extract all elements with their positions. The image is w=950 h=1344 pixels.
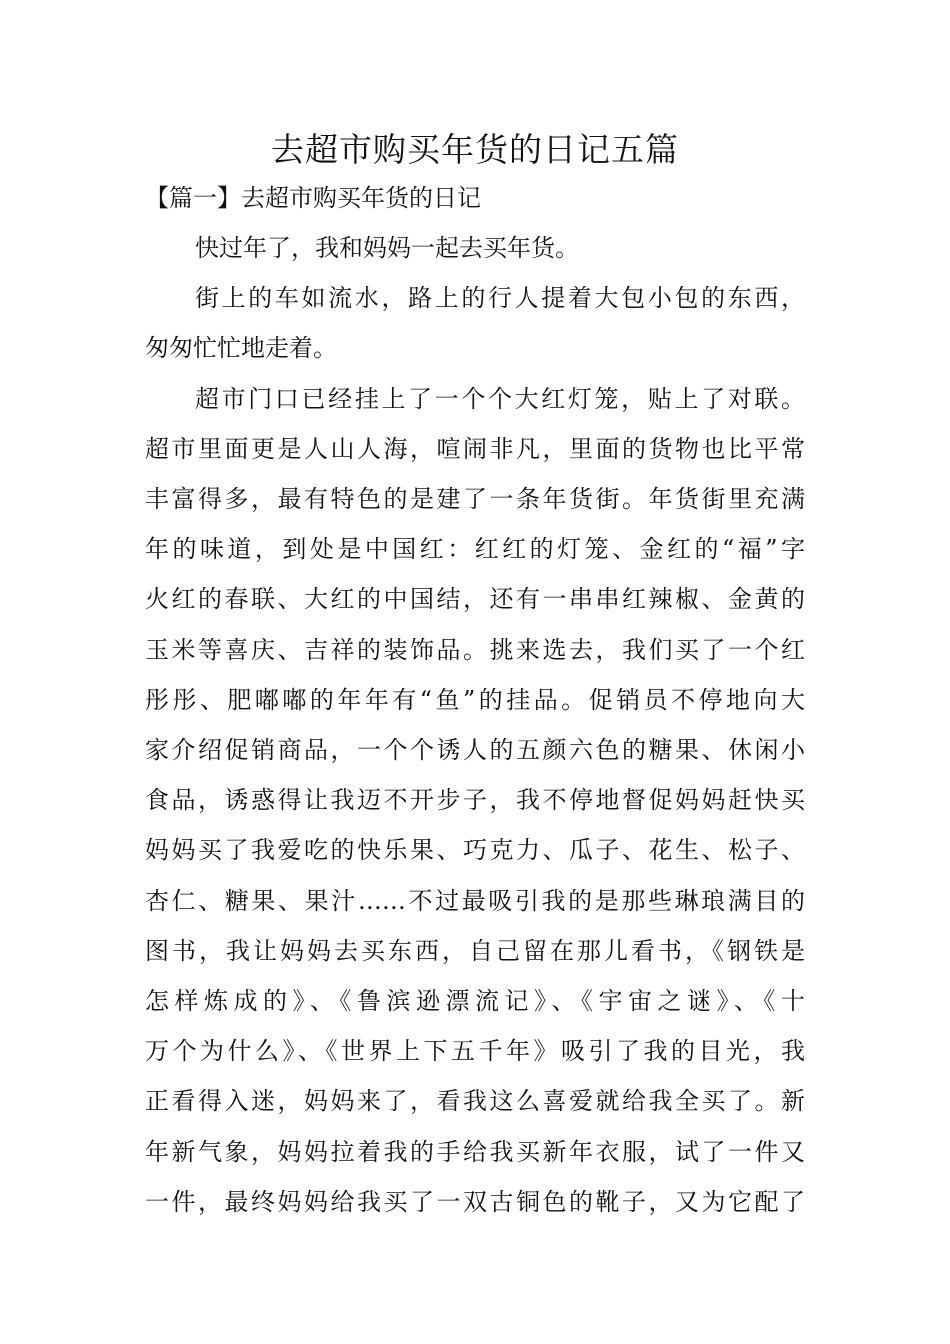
text-line: 火红的春联、大红的中国结，还有一串串红辣椒、金黄的 xyxy=(145,585,805,614)
text-line: 街上的车如流水，路上的行人提着大包小包的东西， xyxy=(195,284,805,313)
text-line: 年新气象，妈妈拉着我的手给我买新年衣服，试了一件又 xyxy=(145,1137,805,1166)
document-title: 去超市购买年货的日记五篇 xyxy=(271,130,679,169)
text-line: 食品，诱惑得让我迈不开步子，我不停地督促妈妈赶快买 xyxy=(145,786,805,815)
paragraph-3 xyxy=(145,374,805,1227)
text-line: 匆匆忙忙地走着。 xyxy=(145,334,337,363)
text-line: 快过年了，我和妈妈一起去买年货。 xyxy=(195,234,579,262)
text-line: 超市门口已经挂上了一个个大红灯笼，贴上了对联。 xyxy=(195,384,805,413)
text-line: 彤彤、肥嘟嘟的年年有“鱼”的挂品。促销员不停地向大 xyxy=(145,685,805,714)
text-line: 图书，我让妈妈去买东西，自己留在那儿看书，《钢铁是 xyxy=(145,936,805,965)
text-line: 怎样炼成的》、《鲁滨逊漂流记》、《宇宙之谜》、《十 xyxy=(145,987,805,1016)
document-body xyxy=(145,173,805,1227)
paragraph-1 xyxy=(145,223,805,273)
text-line: 正看得入迷，妈妈来了，看我这么喜爱就给我全买了。新 xyxy=(145,1087,805,1116)
text-line: 妈妈买了我爱吃的快乐果、巧克力、瓜子、花生、松子、 xyxy=(145,836,805,865)
text-line: 一件，最终妈妈给我买了一双古铜色的靴子，又为它配了 xyxy=(145,1187,805,1216)
text-line: 家介绍促销商品，一个个诱人的五颜六色的糖果、休闲小 xyxy=(145,736,805,765)
text-line: 万个为什么》、《世界上下五千年》吸引了我的目光，我 xyxy=(145,1037,805,1066)
text-line: 杏仁、糖果、果汁……不过最吸引我的是那些琳琅满目的 xyxy=(145,886,805,915)
text-line: 丰富得多，最有特色的是建了一条年货街。年货街里充满 xyxy=(145,485,805,514)
text-line: 玉米等喜庆、吉祥的装饰品。挑来选去，我们买了一个红 xyxy=(145,635,805,664)
text-line: 年的味道，到处是中国红：红红的灯笼、金红的“福”字 xyxy=(145,535,805,564)
section-heading: 【篇一】去超市购买年货的日记 xyxy=(145,184,481,212)
paragraph-2 xyxy=(145,273,805,373)
text-line: 超市里面更是人山人海，喧闹非凡，里面的货物也比平常 xyxy=(145,434,805,463)
